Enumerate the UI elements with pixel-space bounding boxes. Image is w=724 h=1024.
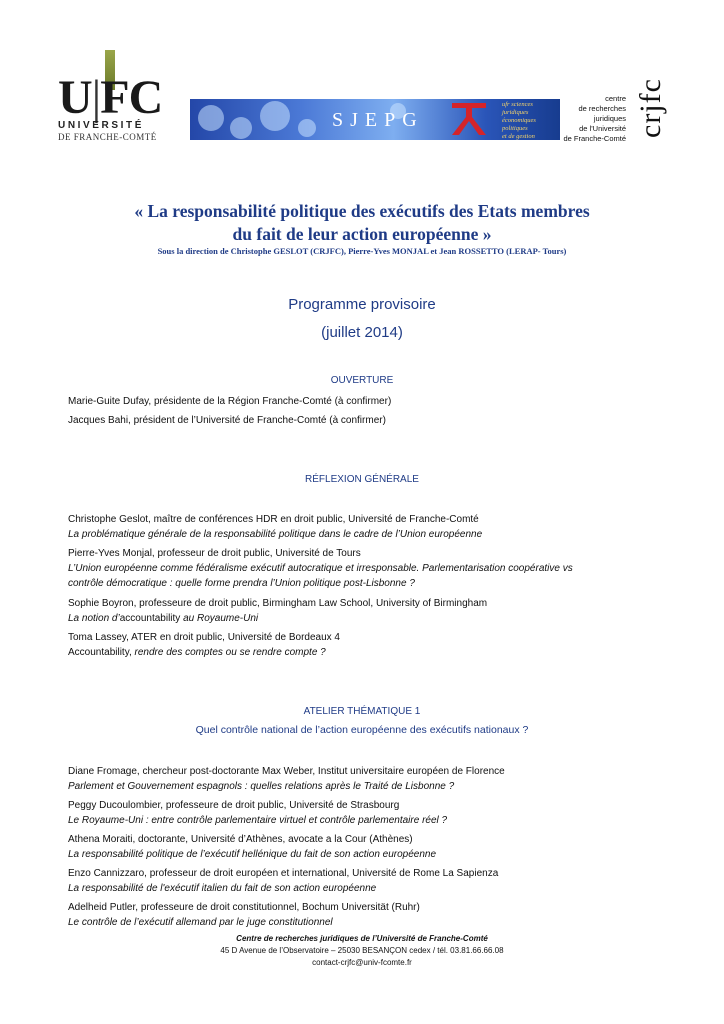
section-heading-atelier-1: ATELIER THÉMATIQUE 1 <box>303 706 421 717</box>
talk-title: La responsabilité politique de l’exécutif hellénique du fait de son action européenne <box>68 849 437 860</box>
talk-title: contrôle démocratique : quelle forme prendra l’Union politique post-Lisbonne ? <box>68 578 415 589</box>
speaker-line: Christophe Geslot, maître de conférences HDR en droit public, Université de Franche-Comté <box>68 514 479 525</box>
footer-organisation: Centre de recherches juridiques de l’Université de Franche-Comté <box>236 934 488 943</box>
ouverture-item: Jacques Bahi, président de l’Université de Franche-Comté (à confirmer) <box>68 415 386 426</box>
sjepg-banner <box>190 99 560 140</box>
talk-title: Le Royaume-Uni : entre contrôle parlementaire virtuel et contrôle parlementaire réel ? <box>68 815 448 826</box>
ouverture-item: Marie-Guite Dufay, présidente de la Région Franche-Comté (à confirmer) <box>68 396 392 407</box>
section-heading-reflexion: RÉFLEXION GÉNÉRALE <box>305 474 419 485</box>
programme-title: Programme provisoire <box>288 296 436 313</box>
section-heading-ouverture: OUVERTURE <box>330 375 394 386</box>
talk-title: La problématique générale de la responsabilité politique dans le cadre de l’Union européenne <box>68 529 483 540</box>
document-title-line-1: « La responsabilité politique des exécutifs des Etats membres <box>134 201 590 221</box>
ufc-logo-universite: UNIVERSITÉ <box>58 120 145 131</box>
talk-title: Parlement et Gouvernement espagnols : quelles relations après le Traité de Lisbonne ? <box>68 781 455 792</box>
ufc-logo-region: DE FRANCHE-COMTÉ <box>58 132 157 142</box>
footer-address: 45 D Avenue de l’Observatoire – 25030 BESANÇON cedex / tél. 03.81.66.66.08 <box>220 946 504 955</box>
ufc-logo-mark: U|FC <box>58 71 163 124</box>
sjepg-red-mark-icon <box>452 103 486 135</box>
crjfc-logo <box>562 50 672 142</box>
speaker-line: Pierre-Yves Monjal, professeur de droit public, Université de Tours <box>68 548 361 559</box>
sjepg-banner-subtitle: ufr sciences juridiques économiques politiques et de gestion <box>502 101 536 140</box>
speaker-line: Diane Fromage, chercheur post-doctorante Max Weber, Institut universitaire européen de Florence <box>68 766 505 777</box>
document-title-line-2: du fait de leur action européenne » <box>232 224 492 244</box>
speaker-line: Peggy Ducoulombier, professeure de droit public, Université de Strasbourg <box>68 800 400 811</box>
footer-email: contact-crjfc@univ-fcomte.fr <box>312 958 412 967</box>
speaker-line: Sophie Boyron, professeure de droit public, Birmingham Law School, University of Birmingham <box>68 598 488 609</box>
ufc-logo <box>58 48 182 140</box>
speaker-line: Enzo Cannizzaro, professeur de droit européen et international, Université de Rome La Sapienza <box>68 868 499 879</box>
document-direction: Sous la direction de Christophe GESLOT (CRJFC), Pierre-Yves MONJAL et Jean ROSSETTO (LERAP- Tours) <box>157 246 567 256</box>
speaker-line: Adelheid Putler, professeure de droit constitutionnel, Bochum Universität (Ruhr) <box>68 902 420 913</box>
talk-title: La responsabilité de l'exécutif italien du fait de son action européenne <box>68 883 377 894</box>
crjfc-logo-wordmark: crjfc <box>634 78 667 138</box>
talk-title: L’Union européenne comme fédéralisme exécutif autocratique et irresponsable. Parlementarisation coopérative vs <box>68 563 573 574</box>
crjfc-logo-caption: centre de recherches juridiques de l'Université de Franche-Comté <box>563 94 626 143</box>
atelier-1-subtitle: Quel contrôle national de l’action européenne des exécutifs nationaux ? <box>195 724 529 736</box>
programme-date: (juillet 2014) <box>321 324 403 341</box>
speaker-line: Toma Lassey, ATER en droit public, Université de Bordeaux 4 <box>68 632 340 643</box>
talk-title: Le contrôle de l’exécutif allemand par le juge constitutionnel <box>68 917 333 928</box>
talk-title: Accountability, rendre des comptes ou se rendre compte ? <box>68 647 326 658</box>
speaker-line: Athena Moraiti, doctorante, Université d’Athènes, avocate a la Cour (Athènes) <box>68 834 413 845</box>
sjepg-banner-title: SJEPG <box>332 109 424 131</box>
talk-title: La notion d’accountability au Royaume-Uni <box>68 613 259 624</box>
